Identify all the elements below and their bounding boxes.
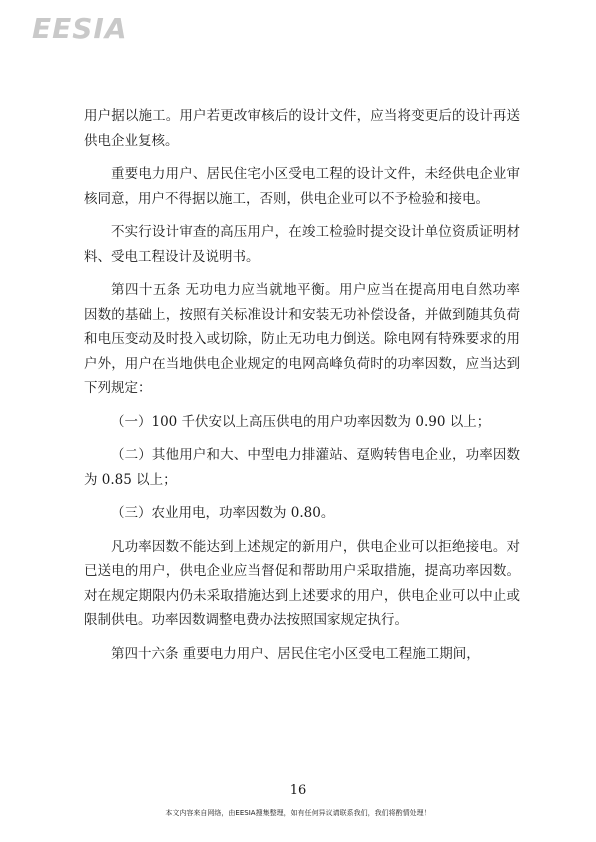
paragraph-power-factor-requirements: 凡功率因数不能达到上述规定的新用户，供电企业可以拒绝接电。对已送电的用户，供电企业应当督促和帮助用户采取措施，提高功率因数。对在规定期限内仍未采取措施达到上述要求的用户，供电企业可以中止或限制供电。功率因数调整电费办法按照国家规定执行。 (84, 538, 520, 628)
page-number: 16 (289, 783, 307, 798)
article-45-item-2: （二）其他用户和大、中型电力排灌站、趸购转售电企业，功率因数为 0.85 以上； (84, 447, 520, 488)
eesia-logo: EESIA (32, 12, 128, 45)
paragraph-design-review-continued: 用户据以施工。用户若更改审核后的设计文件，应当将变更后的设计再送供电企业复核。 (84, 108, 520, 149)
article-45-item-1: （一）100 千伏安以上高压供电的用户功率因数为 0.90 以上； (111, 413, 491, 430)
footer-note: 本文内容来自网络，由EESIA搜集整理，如有任何异议请联系我们，我们将酌情处理！ (165, 809, 431, 817)
document-body (84, 104, 520, 675)
article-45: 第四十五条 无功电力应当就地平衡。用户应当在提高用电自然功率因数的基础上，按照有关标准设计和安装无功补偿设备，并做到随其负荷和电压变动及时投入或切除，防止无功电力倒送。除电网有特殊要求的用户外，用户在当地供电企业规定的电网高峰负荷时的功率因数，应当达到下列规定： (84, 282, 520, 396)
paragraph-important-users-design: 重要电力用户、居民住宅小区受电工程的设计文件，未经供电企业审核同意，用户不得据以施工，否则，供电企业可以不予检验和接电。 (84, 166, 520, 207)
article-45-item-3: （三）农业用电，功率因数为 0.80。 (111, 505, 335, 521)
paragraph-high-voltage-users: 不实行设计审查的高压用户，在竣工检验时提交设计单位资质证明材料、受电工程设计及说明书。 (84, 224, 520, 265)
article-46: 第四十六条 重要电力用户、居民住宅小区受电工程施工期间， (111, 645, 480, 662)
